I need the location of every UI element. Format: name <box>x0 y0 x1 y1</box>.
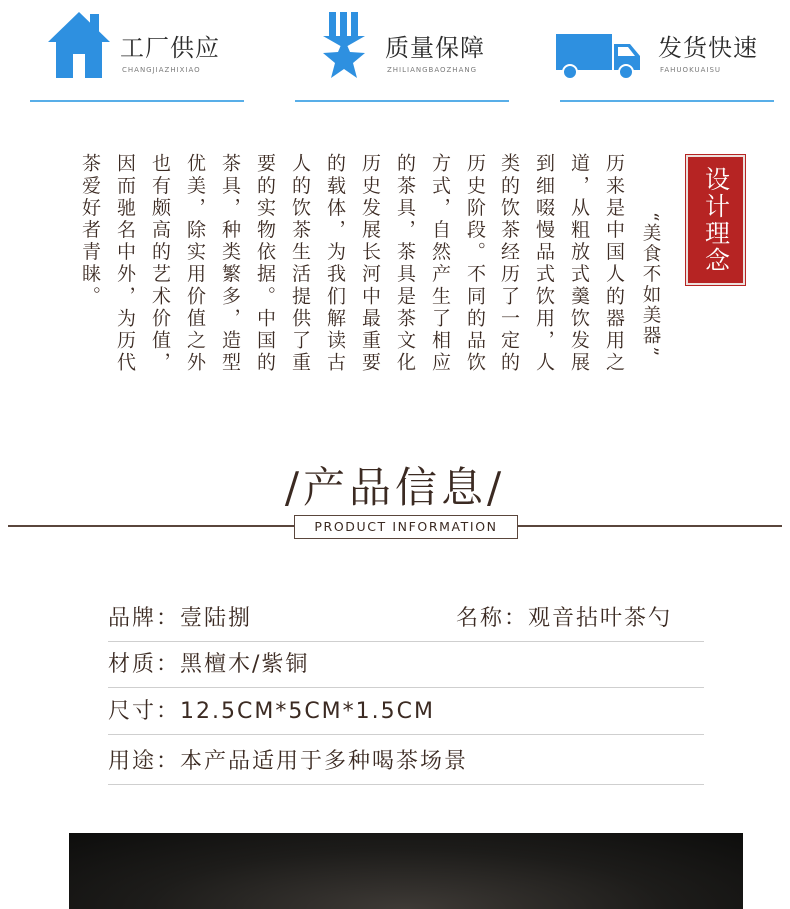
philosophy-column: 道，从粗放式羹饮发展 <box>568 153 590 374</box>
feature-quality-assurance <box>289 0 509 110</box>
philosophy-column: 因而驰名中外，为历代 <box>114 153 136 374</box>
product-photo <box>69 833 743 909</box>
philosophy-column: 到细啜慢品式饮用，人 <box>533 153 555 374</box>
philosophy-column: 优美，除实用价值之外 <box>184 153 206 374</box>
house-icon <box>44 8 114 80</box>
philosophy-column: 历史阶段。不同的品饮 <box>464 153 486 374</box>
design-concept-seal <box>686 155 745 285</box>
philosophy-quote: “美食不如美器” <box>640 212 661 358</box>
philosophy-column: 类的饮茶经历了一定的 <box>498 153 520 374</box>
feature-subtitle: ZHILIANGBAOZHANG <box>387 66 478 74</box>
philosophy-column: 方式，自然产生了相应 <box>429 153 451 374</box>
info-row-usage <box>108 738 704 785</box>
feature-title: 工厂供应 <box>120 34 220 62</box>
material-field: 材质：黑檀木/紫铜 <box>108 652 310 677</box>
info-row-size <box>108 688 704 735</box>
philosophy-column: 人的饮茶生活提供了重 <box>289 153 311 374</box>
section-subtitle: PRODUCT INFORMATION <box>294 515 518 539</box>
philosophy-column: 的茶具，茶具是茶文化 <box>394 153 416 374</box>
philosophy-column: 的载体，为我们解读古 <box>324 153 346 374</box>
section-title: /产品信息/ <box>284 463 506 512</box>
feature-subtitle: FAHUOKUAISU <box>660 66 722 74</box>
feature-subtitle: CHANGJIAZHIXIAO <box>122 66 201 74</box>
medal-star-icon <box>309 8 379 80</box>
philosophy-column: 茶具，种类繁多，造型 <box>219 153 241 374</box>
usage-field: 用途：本产品适用于多种喝茶场景 <box>108 749 469 774</box>
brand-field: 品牌：壹陆捌 <box>108 606 253 631</box>
info-row-material <box>108 641 704 688</box>
truck-icon <box>554 8 644 80</box>
product-name-field: 名称：观音拈叶茶勺 <box>456 606 673 631</box>
feature-title: 质量保障 <box>385 34 485 62</box>
philosophy-column: 历来是中国人的器用之 <box>603 153 625 374</box>
feature-divider <box>295 100 509 102</box>
info-row-brand-name <box>108 595 704 642</box>
philosophy-column: 茶爱好者青睐。 <box>79 153 101 308</box>
seal-text: 设计理念 <box>701 166 731 274</box>
philosophy-column: 历史发展长河中最重要 <box>359 153 381 374</box>
size-field: 尺寸：12.5CM*5CM*1.5CM <box>108 699 435 724</box>
philosophy-column: 也有颇高的艺术价值， <box>149 153 171 374</box>
feature-factory-supply <box>24 0 244 110</box>
feature-title: 发货快速 <box>658 34 758 62</box>
feature-divider <box>560 100 774 102</box>
feature-divider <box>30 100 244 102</box>
philosophy-column: 要的实物依据。中国的 <box>254 153 276 374</box>
feature-fast-shipping <box>554 0 774 110</box>
